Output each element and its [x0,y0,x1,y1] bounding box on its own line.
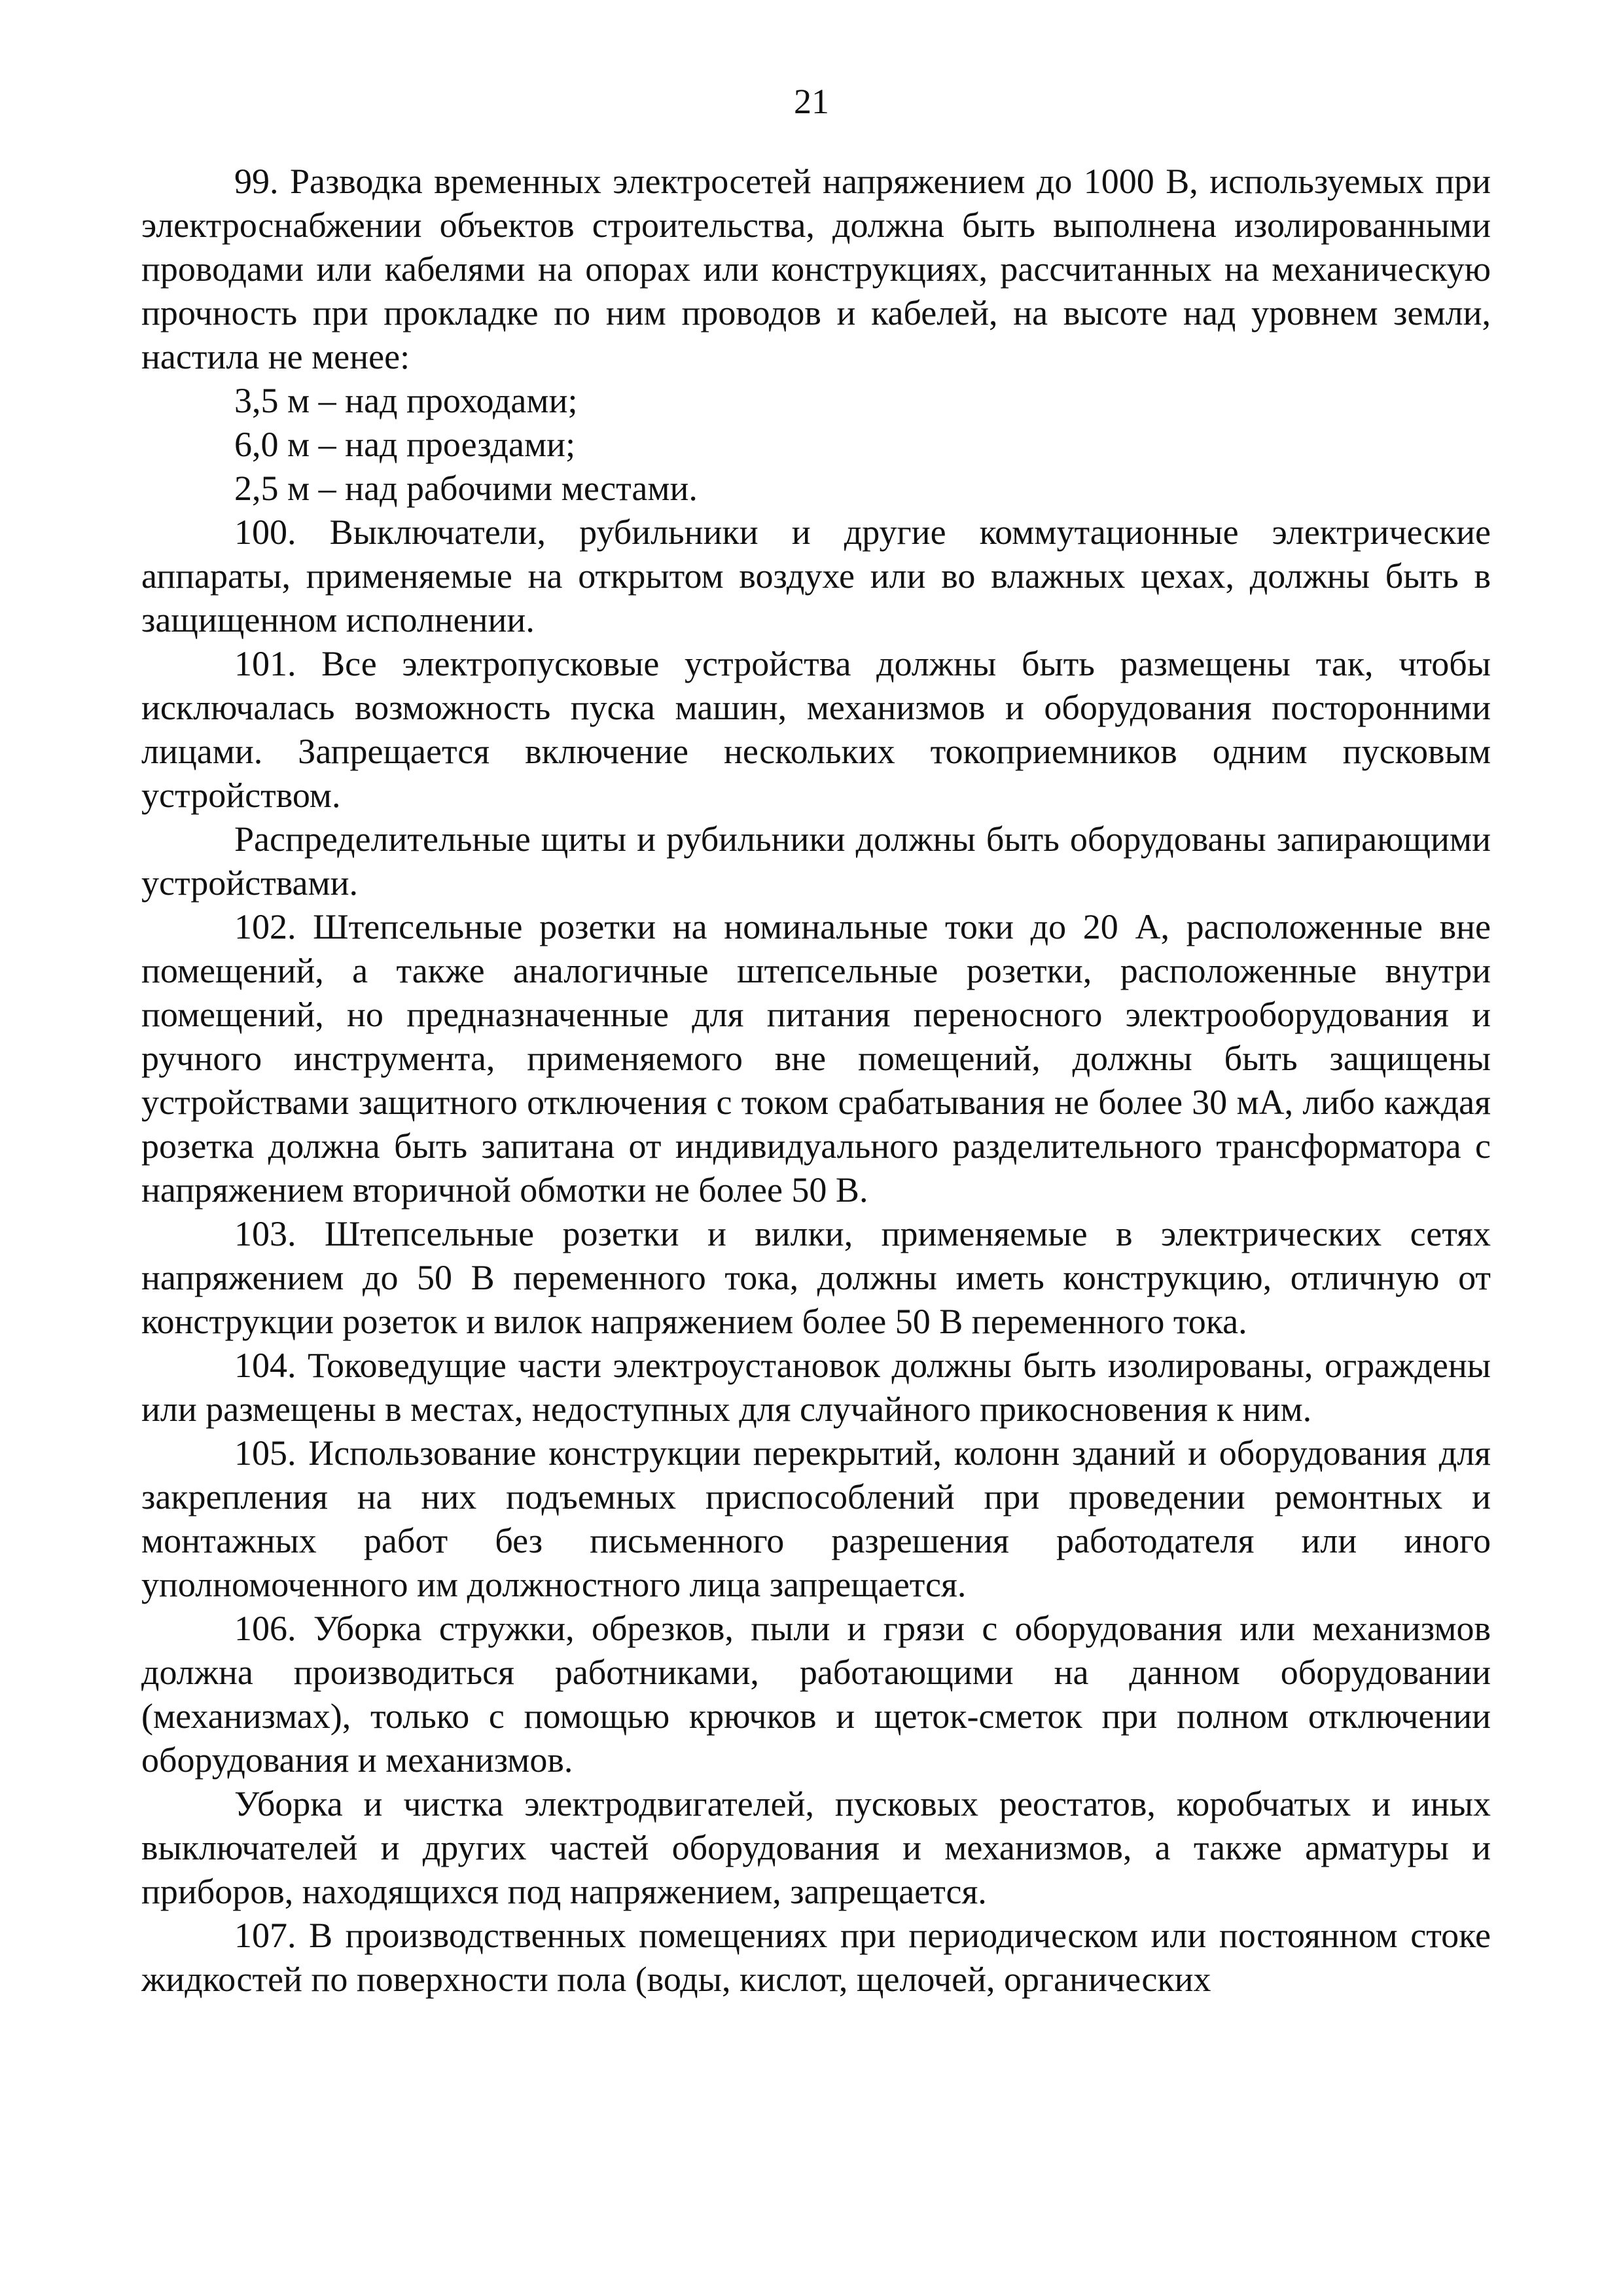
paragraph-99: 99. Разводка временных электросетей напряжением до 1000 В, используемых при электроснабжении объектов строительства, должна быть выполнена изолированными проводами или кабелями на опорах или конструкциях, рассчитанных на механическую прочность при прокладке по ним проводов и кабелей, на высоте над уровнем земли, настила не менее: [141,162,1491,376]
paragraph-101: 101. Все электропусковые устройства должны быть размещены так, чтобы исключалась возможность пуска машин, механизмов и оборудования посторонними лицами. Запрещается включение нескольких токоприемников одним пусковым устройством. [141,644,1491,815]
list-item-workplaces: 2,5 м – над рабочими местами. [234,469,698,508]
paragraph-102: 102. Штепсельные розетки на номинальные токи до 20 А, расположенные вне помещений, а также аналогичные штепсельные розетки, расположенные внутри помещений, но предназначенные для питания переносного электрооборудования и ручного инструмента, применяемого вне помещений, должны быть защищены устройствами защитного отключения с током срабатывания не более 30 мА, либо каждая розетка должна быть запитана от индивидуального разделительного трансформатора с напряжением вторичной обмотки не более 50 В. [141,907,1491,1210]
paragraph-106: 106. Уборка стружки, обрезков, пыли и грязи с оборудования или механизмов должна производиться работниками, работающими на данном оборудовании (механизмах), только с помощью крючков и щеток-сметок при полном отключении оборудования и механизмов. [141,1609,1491,1780]
paragraph-103: 103. Штепсельные розетки и вилки, применяемые в электрических сетях напряжением до 50 В переменного тока, должны иметь конструкцию, отличную от конструкции розеток и вилок напряжением более 50 В переменного тока. [141,1214,1491,1341]
document-body [141,160,1491,2001]
list-item-passages: 3,5 м – над проходами; [234,381,578,420]
paragraph-106-continued: Уборка и чистка электродвигателей, пусковых реостатов, коробчатых и иных выключателей и других частей оборудования и механизмов, а также арматуры и приборов, находящихся под напряжением, запрещается. [141,1784,1491,1911]
list-item-driveways: 6,0 м – над проездами; [234,425,576,464]
paragraph-101-continued: Распределительные щиты и рубильники должны быть оборудованы запирающими устройствами. [141,819,1491,903]
page-number: 21 [794,82,829,121]
paragraph-100: 100. Выключатели, рубильники и другие коммутационные электрические аппараты, применяемые на открытом воздухе или во влажных цехах, должны быть в защищенном исполнении. [141,512,1491,639]
paragraph-105: 105. Использование конструкции перекрытий, колонн зданий и оборудования для закрепления на них подъемных приспособлений при проведении ремонтных и монтажных работ без письменного разрешения работодателя или иного уполномоченного им должностного лица запрещается. [141,1433,1491,1604]
paragraph-104: 104. Токоведущие части электроустановок должны быть изолированы, ограждены или размещены в местах, недоступных для случайного прикосновения к ним. [141,1346,1491,1429]
paragraph-107: 107. В производственных помещениях при периодическом или постоянном стоке жидкостей по поверхности пола (воды, кислот, щелочей, органических [141,1916,1491,1999]
